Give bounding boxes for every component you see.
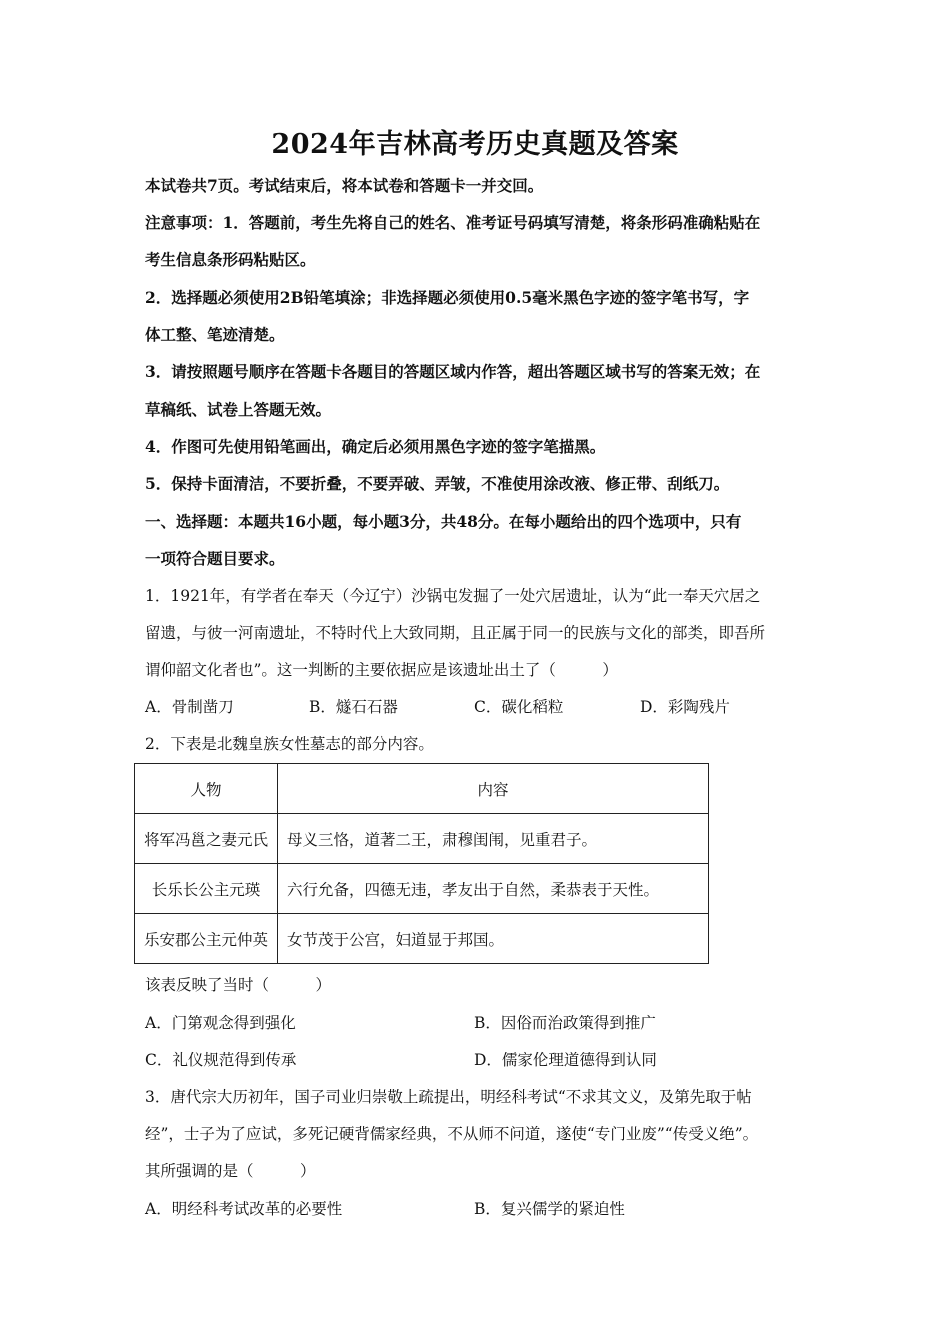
section-heading: 一项符合题目要求。 (145, 549, 285, 568)
page-title: 2024年吉林高考历史真题及答案 (271, 129, 679, 160)
question-2-prompt: 该表反映了当时（ ） (145, 976, 332, 994)
note-line: 考生信息条形码粘贴区。 (145, 250, 316, 269)
note-line: 2．选择题必须使用2B铅笔填涂；非选择题必须使用0.5毫米黑色字迹的签字笔书写，字 (145, 288, 750, 307)
note-line: 注意事项：1．答题前，考生先将自己的姓名、准考证号码填写清楚，将条形码准确粘贴在 (145, 213, 761, 232)
note-line: 草稿纸、试卷上答题无效。 (145, 400, 332, 419)
table-header-content: 内容 (278, 764, 709, 814)
question-3-stem: 经”，士子为了应试，多死记硬背儒家经典，不从师不问道，遂使“专门业废”“传受义绝”。 (145, 1125, 759, 1143)
note-line: 体工整、笔迹清楚。 (145, 325, 285, 344)
table-cell-content: 女节茂于公宫，妇道显于邦国。 (278, 914, 709, 964)
note-line: 3．请按照题号顺序在答题卡各题目的答题区域内作答，超出答题区域书写的答案无效；在 (145, 362, 761, 381)
question-3-stem: 其所强调的是（ ） (145, 1162, 316, 1180)
table-cell-content: 六行允备，四德无违，孝友出于自然，柔恭表于天性。 (278, 864, 709, 914)
note-line: 5．保持卡面清洁，不要折叠，不要弄破、弄皱，不准使用涂改液、修正带、刮纸刀。 (145, 474, 730, 493)
q2-option-b: B．因俗而治政策得到推广 (474, 1014, 656, 1032)
table-row (135, 814, 709, 864)
q3-option-a: A．明经科考试改革的必要性 (145, 1200, 343, 1218)
question-2-stem: 2．下表是北魏皇族女性墓志的部分内容。 (145, 735, 434, 753)
section-heading: 一、选择题：本题共16小题，每小题3分，共48分。在每小题给出的四个选项中，只有 (145, 512, 742, 531)
q2-option-a: A．门第观念得到强化 (145, 1014, 296, 1032)
intro-text: 本试卷共7页。考试结束后，将本试卷和答题卡一并交回。 (145, 176, 544, 195)
table-header-person: 人物 (135, 764, 278, 814)
table-cell-person: 长乐长公主元瑛 (135, 864, 278, 914)
q2-option-c: C．礼仪规范得到传承 (145, 1051, 297, 1069)
question-3-stem: 3．唐代宗大历初年，国子司业归崇敬上疏提出，明经科考试“不求其文义，及第先取于帖 (145, 1088, 752, 1106)
note-line: 4．作图可先使用铅笔画出，确定后必须用黑色字迹的签字笔描黑。 (145, 437, 606, 456)
table-row (135, 914, 709, 964)
q1-option-d: D．彩陶残片 (640, 698, 730, 716)
table-cell-person: 乐安郡公主元仲英 (135, 914, 278, 964)
question-1-stem: 留遗，与彼一河南遗址，不特时代上大致同期，且正属于同一的民族与文化的部类，即吾所 (145, 624, 766, 642)
q3-option-b: B．复兴儒学的紧迫性 (474, 1200, 625, 1218)
q1-option-a: A．骨制凿刀 (145, 698, 234, 716)
table-cell-content: 母义三恪，道著二王，肃穆闺闱，见重君子。 (278, 814, 709, 864)
tomb-inscription-table (134, 763, 709, 964)
table-cell-person: 将军冯邕之妻元氏 (135, 814, 278, 864)
question-1-stem: 1．1921年，有学者在奉天（今辽宁）沙锅屯发掘了一处穴居遗址，认为“此一奉天穴居之 (145, 587, 761, 605)
q1-option-b: B．燧石石器 (309, 698, 398, 716)
q2-option-d: D．儒家伦理道德得到认同 (474, 1051, 657, 1069)
table-header-row (135, 764, 709, 814)
question-1-stem: 谓仰韶文化者也”。这一判断的主要依据应是该遗址出土了（ ） (145, 661, 618, 679)
q1-option-c: C．碳化稻粒 (474, 698, 564, 716)
table-row (135, 864, 709, 914)
